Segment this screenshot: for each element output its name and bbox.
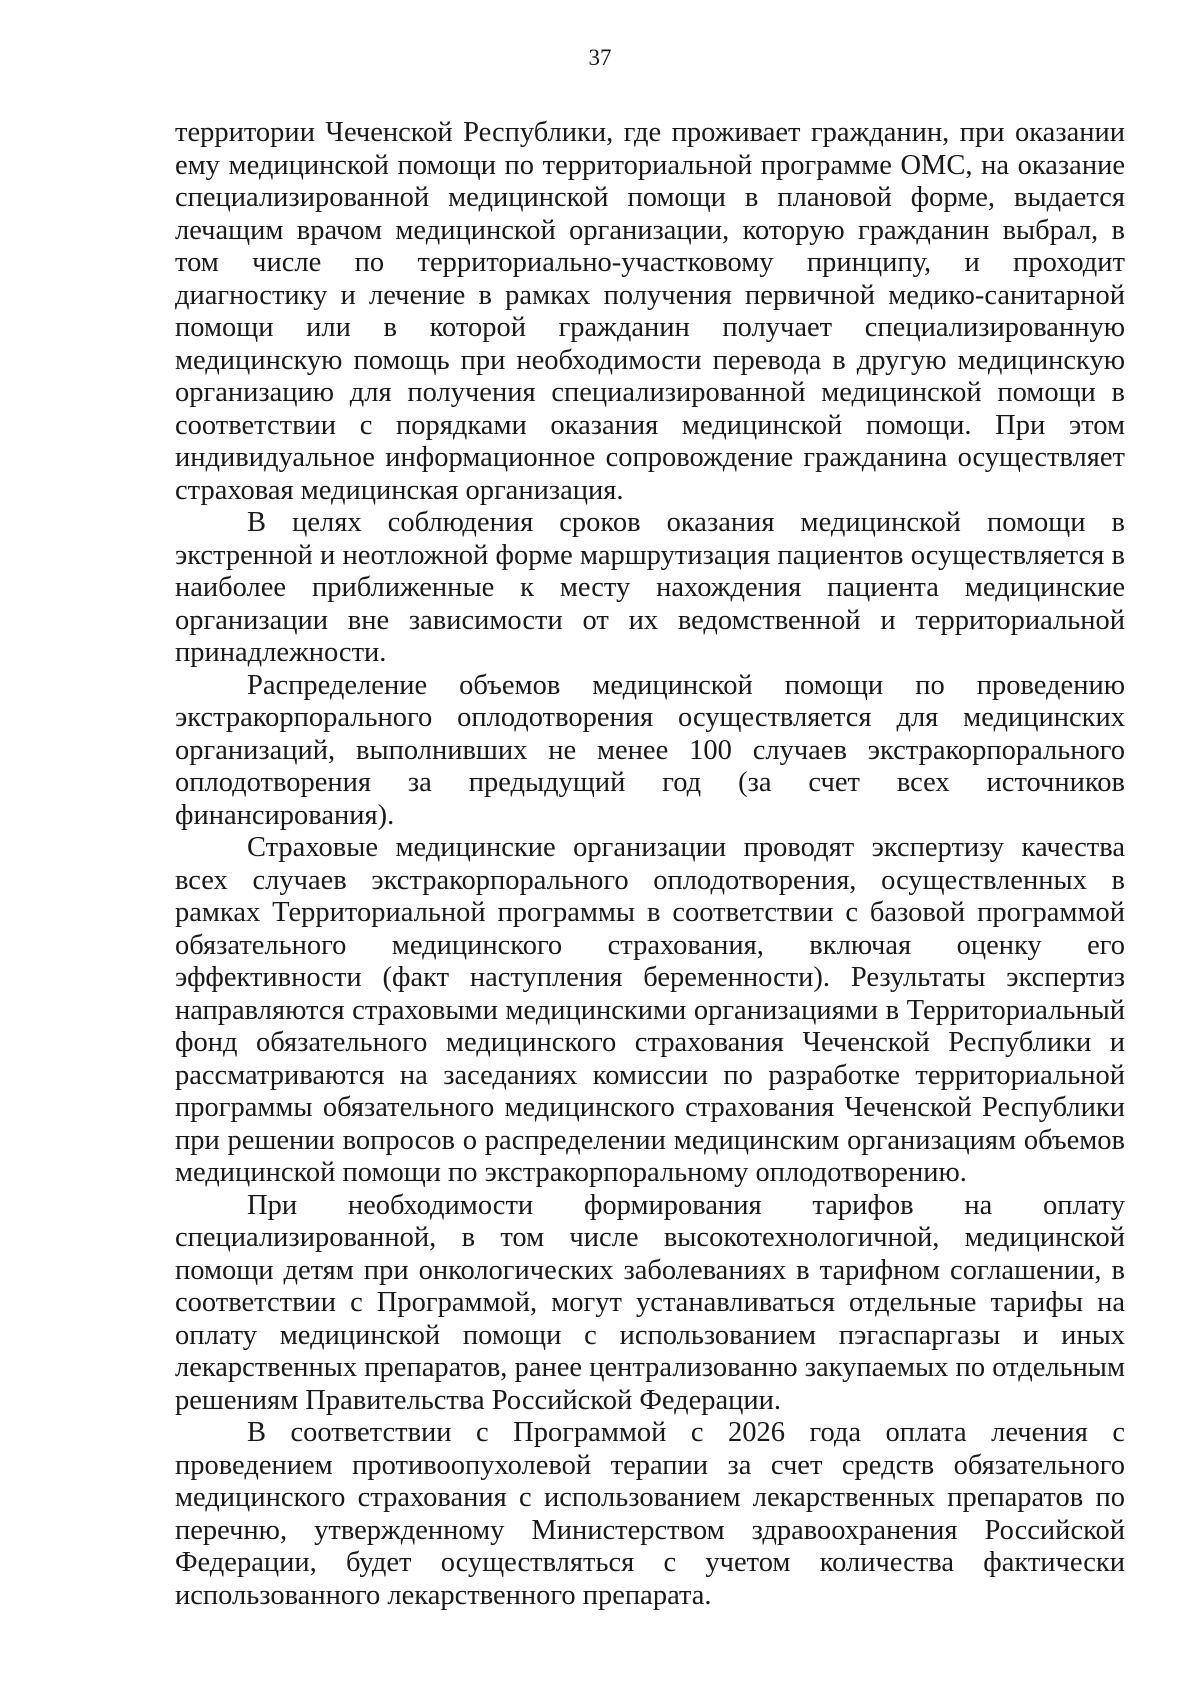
paragraph: Страховые медицинские организации проводят экспертизу качества всех случаев экстракорпорального оплодотворения, осуществленных в рамках Территориальной программы в соответствии с базовой программой обязательного медицинского страхования, включая оценку его эффективности (факт наступления беременности). Результаты экспертиз направляются страховыми медицинскими организациями в Территориальный фонд обязательного медицинского страхования Чеченской Республики и рассматриваются на заседаниях комиссии по разработке территориальной программы обязательного медицинского страхования Чеченской Республики при решении вопросов о распределении медицинским организациям объемов медицинской помощи по экстракорпоральному оплодотворению. (175, 832, 1125, 1188)
paragraph: В соответствии с Программой с 2026 года оплата лечения с проведением противоопухолевой терапии за счет средств обязательного медицинского страхования с использованием лекарственных препаратов по перечню, утвержденному Министерством здравоохранения Российской Федерации, будет осуществляться с учетом количества фактически использованного лекарственного препарата. (175, 1417, 1125, 1611)
paragraph: При необходимости формирования тарифов на оплату специализированной, в том числе высокотехнологичной, медицинской помощи детям при онкологических заболеваниях в тарифном соглашении, в соответствии с Программой, могут устанавливаться отдельные тарифы на оплату медицинской помощи с использованием пэгаспаргазы и иных лекарственных препаратов, ранее централизованно закупаемых по отдельным решениям Правительства Российской Федерации. (175, 1189, 1125, 1416)
document-body (175, 117, 1125, 1612)
paragraph-continuation: территории Чеченской Республики, где проживает гражданин, при оказании ему медицинской помощи по территориальной программе ОМС, на оказание специализированной медицинской помощи в плановой форме, выдается лечащим врачом медицинской организации, которую гражданин выбрал, в том числе по территориально-участковому принципу, и проходит диагностику и лечение в рамках получения первичной медико-санитарной помощи или в которой гражданин получает специализированную медицинскую помощь при необходимости перевода в другую медицинскую организацию для получения специализированной медицинской помощи в соответствии с порядками оказания медицинской помощи. При этом индивидуальное информационное сопровождение гражданина осуществляет страховая медицинская организация. (175, 117, 1125, 506)
page-number: 37 (588, 45, 612, 70)
paragraph: В целях соблюдения сроков оказания медицинской помощи в экстренной и неотложной форме маршрутизация пациентов осуществляется в наиболее приближенные к месту нахождения пациента медицинские организации вне зависимости от их ведомственной и территориальной принадлежности. (175, 507, 1125, 668)
paragraph: Распределение объемов медицинской помощи по проведению экстракорпорального оплодотворения осуществляется для медицинских организаций, выполнивших не менее 100 случаев экстракорпорального оплодотворения за предыдущий год (за счет всех источников финансирования). (175, 669, 1125, 831)
